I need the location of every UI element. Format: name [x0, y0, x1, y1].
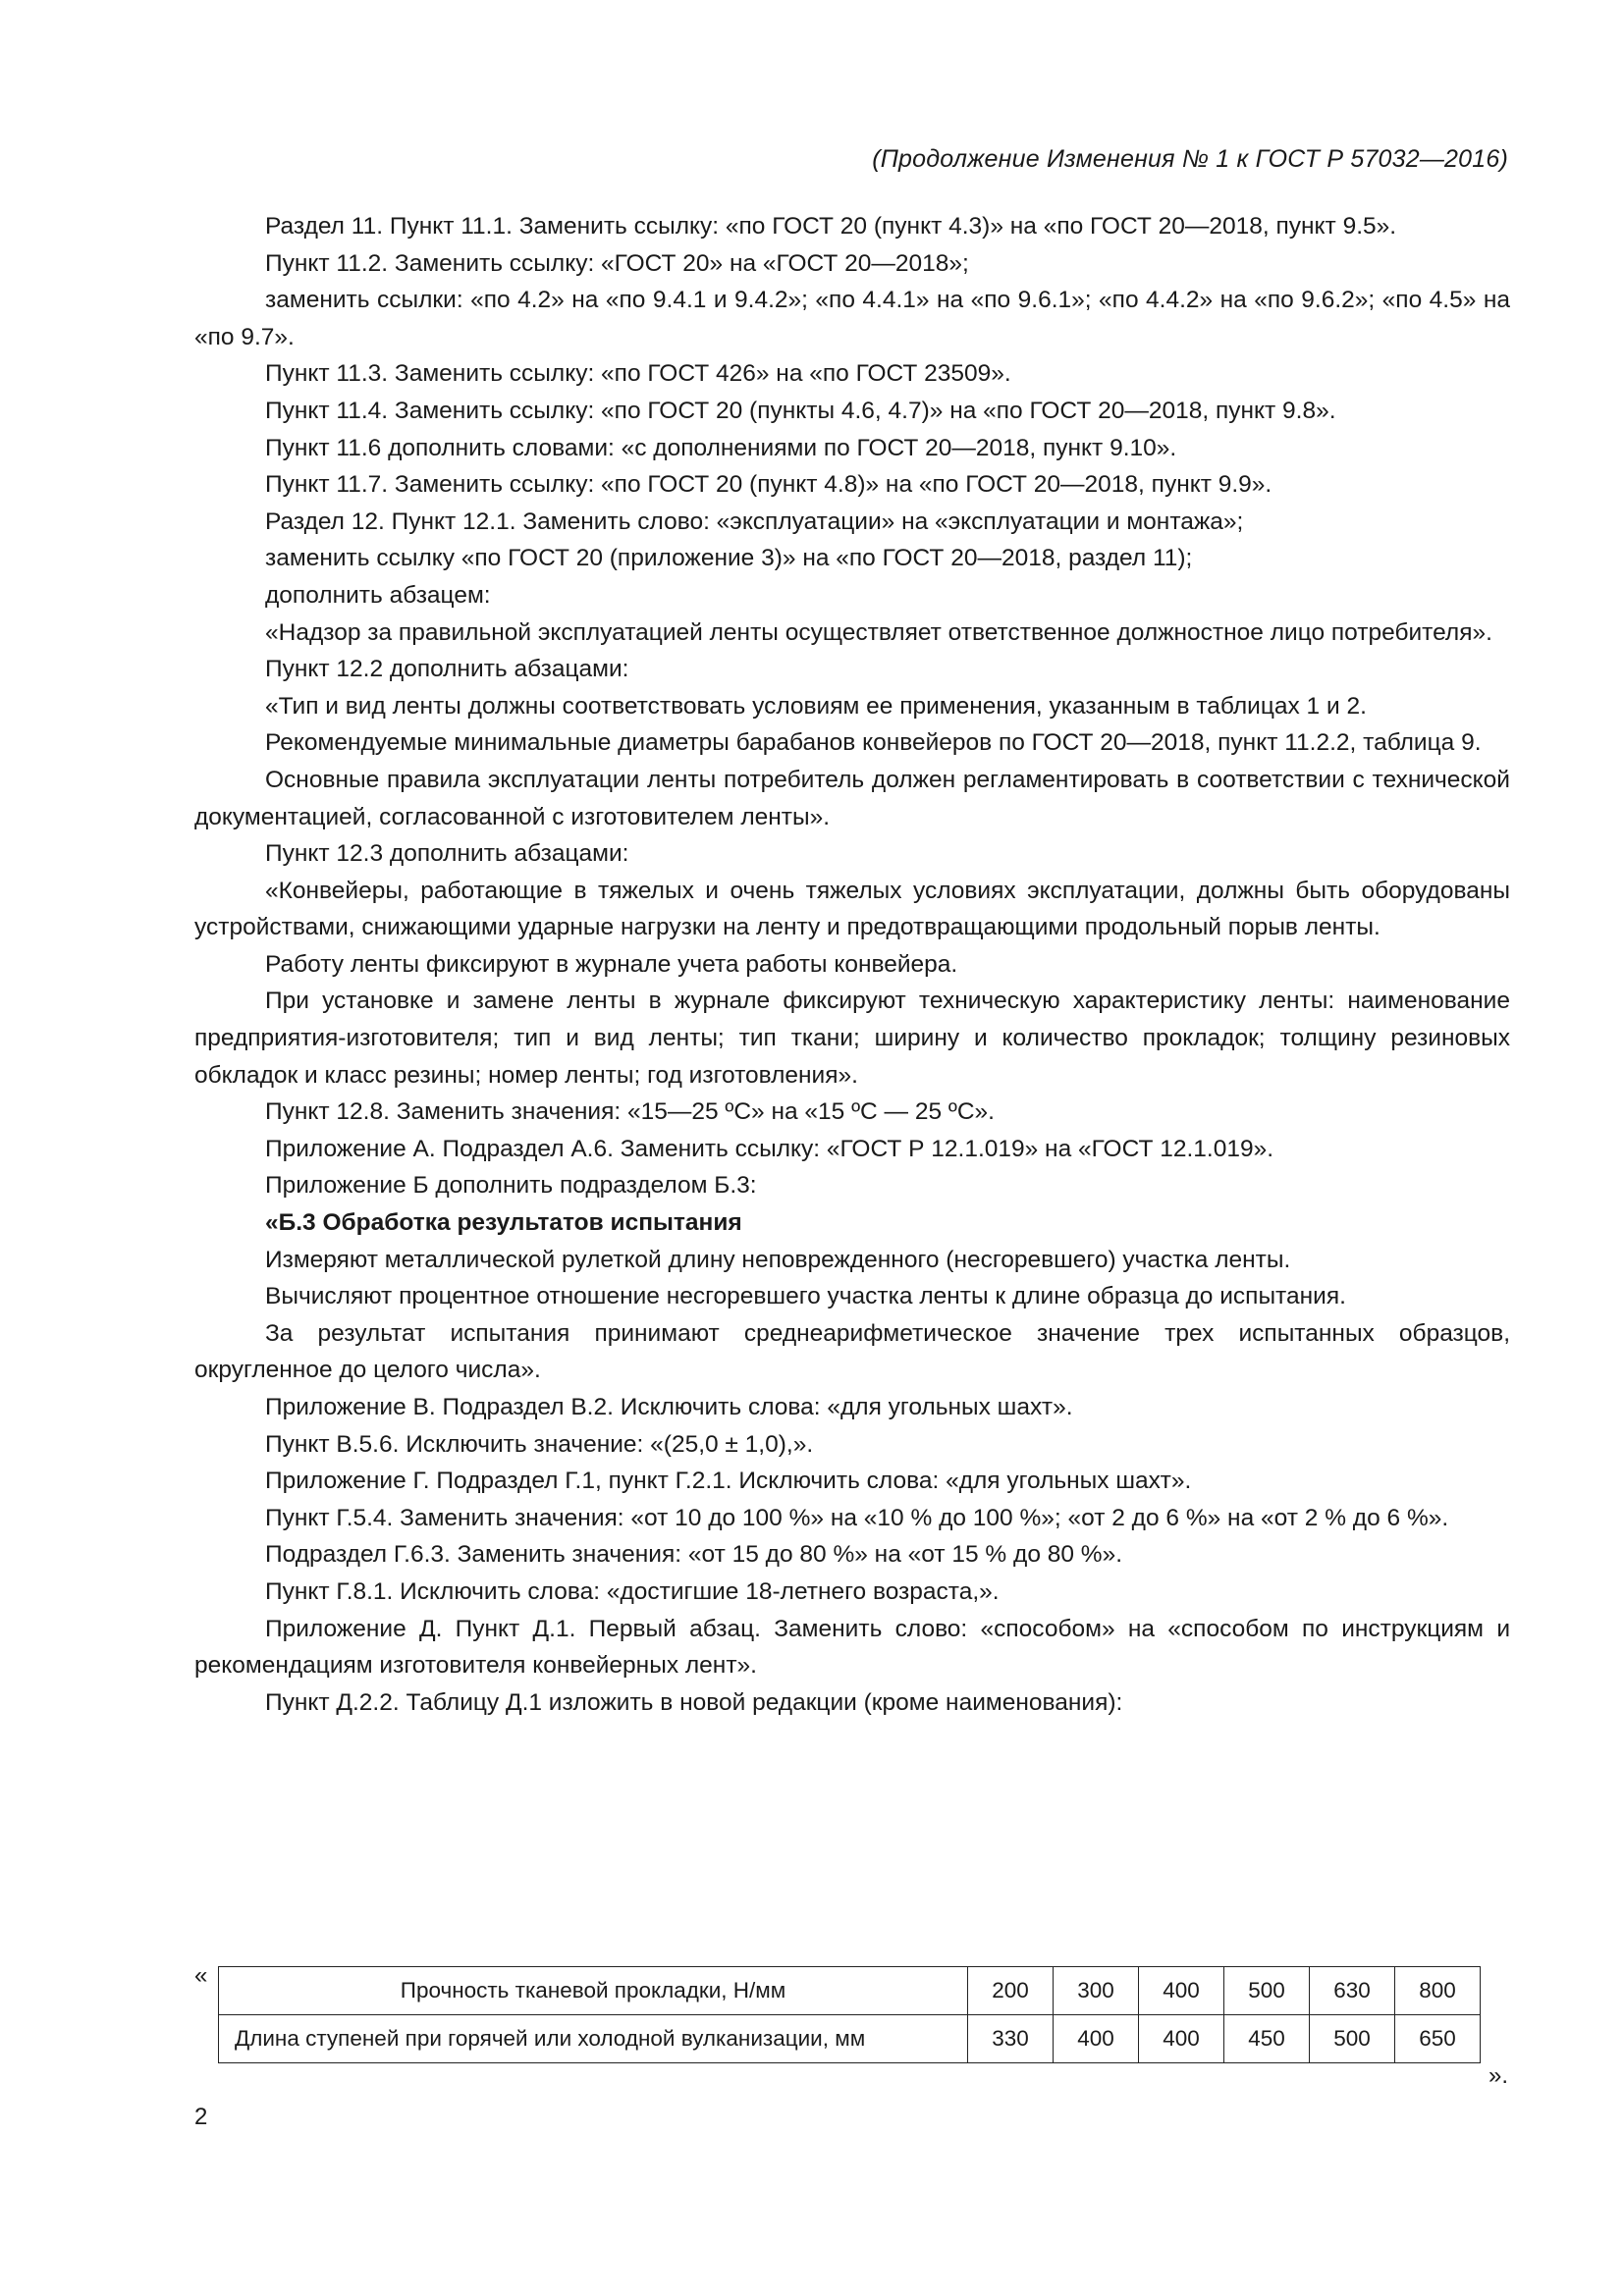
paragraph: «Надзор за правильной эксплуатацией ленты осуществляет ответственное должностное лицо потребителя». — [265, 618, 1492, 646]
paragraph: Подраздел Г.6.3. Заменить значения: «от 15 до 80 %» на «от 15 % до 80 %». — [265, 1541, 1123, 1569]
section-heading — [194, 1204, 1510, 1242]
table-cell: 800 — [1395, 1967, 1481, 2015]
table-row — [219, 2015, 1481, 2063]
paragraph: заменить ссылку «по ГОСТ 20 (приложение 3)» на «по ГОСТ 20—2018, раздел 11); — [265, 545, 1193, 572]
table-cell: 200 — [968, 1967, 1054, 2015]
table-row-label: Прочность тканевой прокладки, Н/мм — [219, 1967, 968, 2015]
paragraph: заменить ссылки: «по 4.2» на «по 9.4.1 и 9.4.2»; «по 4.4.1» на «по 9.6.1»; «по 4.4.2» на «по 9.6.2»; «по 4.5» на «по 9.7». — [194, 287, 1510, 350]
table-row — [219, 1967, 1481, 2015]
table-cell: 450 — [1224, 2015, 1310, 2063]
table-row-label: Длина ступеней при горячей или холодной вулканизации, мм — [219, 2015, 968, 2063]
paragraph: «Тип и вид ленты должны соответствовать условиям ее применения, указанным в таблицах 1 и 2. — [265, 692, 1367, 720]
paragraph: Основные правила эксплуатации ленты потребитель должен регламентировать в соответствии с технической документацией, согласованной с изготовителем ленты». — [194, 766, 1510, 830]
table-cell: 500 — [1310, 2015, 1395, 2063]
paragraph: Пункт Г.5.4. Заменить значения: «от 10 до 100 %» на «10 % до 100 %»; «от 2 до 6 %» на «от 2 % до 6 %». — [265, 1504, 1449, 1531]
table-cell: 400 — [1139, 1967, 1224, 2015]
paragraph: Раздел 11. Пункт 11.1. Заменить ссылку: «по ГОСТ 20 (пункт 4.3)» на «по ГОСТ 20—2018, пункт 9.5». — [265, 213, 1397, 240]
table-cell: 500 — [1224, 1967, 1310, 2015]
heading-open-quote: « — [265, 1209, 279, 1237]
paragraph: Измеряют металлической рулеткой длину неповрежденного (несгоревшего) участка ленты. — [265, 1246, 1291, 1273]
table-cell: 300 — [1054, 1967, 1139, 2015]
page-number: 2 — [194, 2104, 208, 2130]
document-body — [194, 208, 1510, 1721]
table-cell: 630 — [1310, 1967, 1395, 2015]
paragraph: Приложение А. Подраздел А.6. Заменить ссылку: «ГОСТ Р 12.1.019» на «ГОСТ 12.1.019». — [265, 1135, 1274, 1162]
paragraph: «Конвейеры, работающие в тяжелых и очень тяжелых условиях эксплуатации, должны быть оборудованы устройствами, снижающими ударные нагрузки на ленту и предотвращающими продольный порыв ленты. — [194, 877, 1510, 941]
page-header: (Продолжение Изменения № 1 к ГОСТ Р 57032—2016) — [872, 145, 1508, 173]
table-cell: 400 — [1054, 2015, 1139, 2063]
table-d1 — [218, 1966, 1481, 2063]
paragraph: Рекомендуемые минимальные диаметры барабанов конвейеров по ГОСТ 20—2018, пункт 11.2.2, таблица 9. — [265, 729, 1482, 757]
paragraph: Пункт 11.2. Заменить ссылку: «ГОСТ 20» на «ГОСТ 20—2018»; — [265, 249, 969, 277]
paragraph: Пункт 12.2 дополнить абзацами: — [265, 656, 629, 683]
paragraph: Пункт 12.8. Заменить значения: «15—25 ºС» на «15 ºС — 25 ºС». — [265, 1098, 995, 1126]
paragraph: Приложение Г. Подраздел Г.1, пункт Г.2.1. Исключить слова: «для угольных шахт». — [265, 1468, 1192, 1495]
paragraph: Раздел 12. Пункт 12.1. Заменить слово: «эксплуатации» на «эксплуатации и монтажа»; — [265, 507, 1244, 535]
paragraph: Пункт 11.4. Заменить ссылку: «по ГОСТ 20 (пункты 4.6, 4.7)» на «по ГОСТ 20—2018, пункт 9.8». — [265, 397, 1336, 424]
paragraph: Пункт 11.3. Заменить ссылку: «по ГОСТ 426» на «по ГОСТ 23509». — [265, 360, 1011, 388]
table-cell: 330 — [968, 2015, 1054, 2063]
paragraph: Приложение В. Подраздел В.2. Исключить слова: «для угольных шахт». — [265, 1394, 1073, 1420]
paragraph: Пункт 11.6 дополнить словами: «с дополнениями по ГОСТ 20—2018, пункт 9.10». — [265, 434, 1177, 461]
paragraph: Приложение Д. Пункт Д.1. Первый абзац. Заменить слово: «способом» на «способом по инструкциям и рекомендациям изготовителя конвейерных лент». — [194, 1615, 1510, 1680]
table-cell: 650 — [1395, 2015, 1481, 2063]
paragraph: Приложение Б дополнить подразделом Б.3: — [265, 1172, 757, 1200]
paragraph: За результат испытания принимают среднеарифметическое значение трех испытанных образцов, округленное до целого числа». — [194, 1319, 1510, 1384]
paragraph: Пункт Г.8.1. Исключить слова: «достигшие 18-летнего возраста,». — [265, 1577, 1000, 1605]
paragraph: Вычисляют процентное отношение несгоревшего участка ленты к длине образца до испытания. — [265, 1283, 1346, 1310]
paragraph: Пункт Д.2.2. Таблицу Д.1 изложить в новой редакции (кроме наименования): — [265, 1688, 1123, 1716]
paragraph: Пункт В.5.6. Исключить значение: «(25,0 ± 1,0),». — [265, 1430, 814, 1458]
table-open-quote: « — [194, 1962, 208, 1989]
paragraph: Пункт 11.7. Заменить ссылку: «по ГОСТ 20 (пункт 4.8)» на «по ГОСТ 20—2018, пункт 9.9». — [265, 471, 1272, 499]
paragraph: При установке и замене ленты в журнале фиксируют техническую характеристику ленты: наименование предприятия-изготовителя; тип и вид ленты; тип ткани; ширину и количество прокладок; толщину резиновых обкладок и класс резины; номер ленты; год изготовления». — [194, 988, 1510, 1089]
paragraph: Работу ленты фиксируют в журнале учета работы конвейера. — [265, 950, 958, 978]
paragraph: дополнить абзацем: — [265, 581, 491, 609]
table-close-quote: ». — [1489, 2062, 1509, 2089]
table-cell: 400 — [1139, 2015, 1224, 2063]
paragraph: Пункт 12.3 дополнить абзацами: — [265, 840, 629, 868]
heading-text: Б.3 Обработка результатов испытания — [278, 1209, 742, 1237]
